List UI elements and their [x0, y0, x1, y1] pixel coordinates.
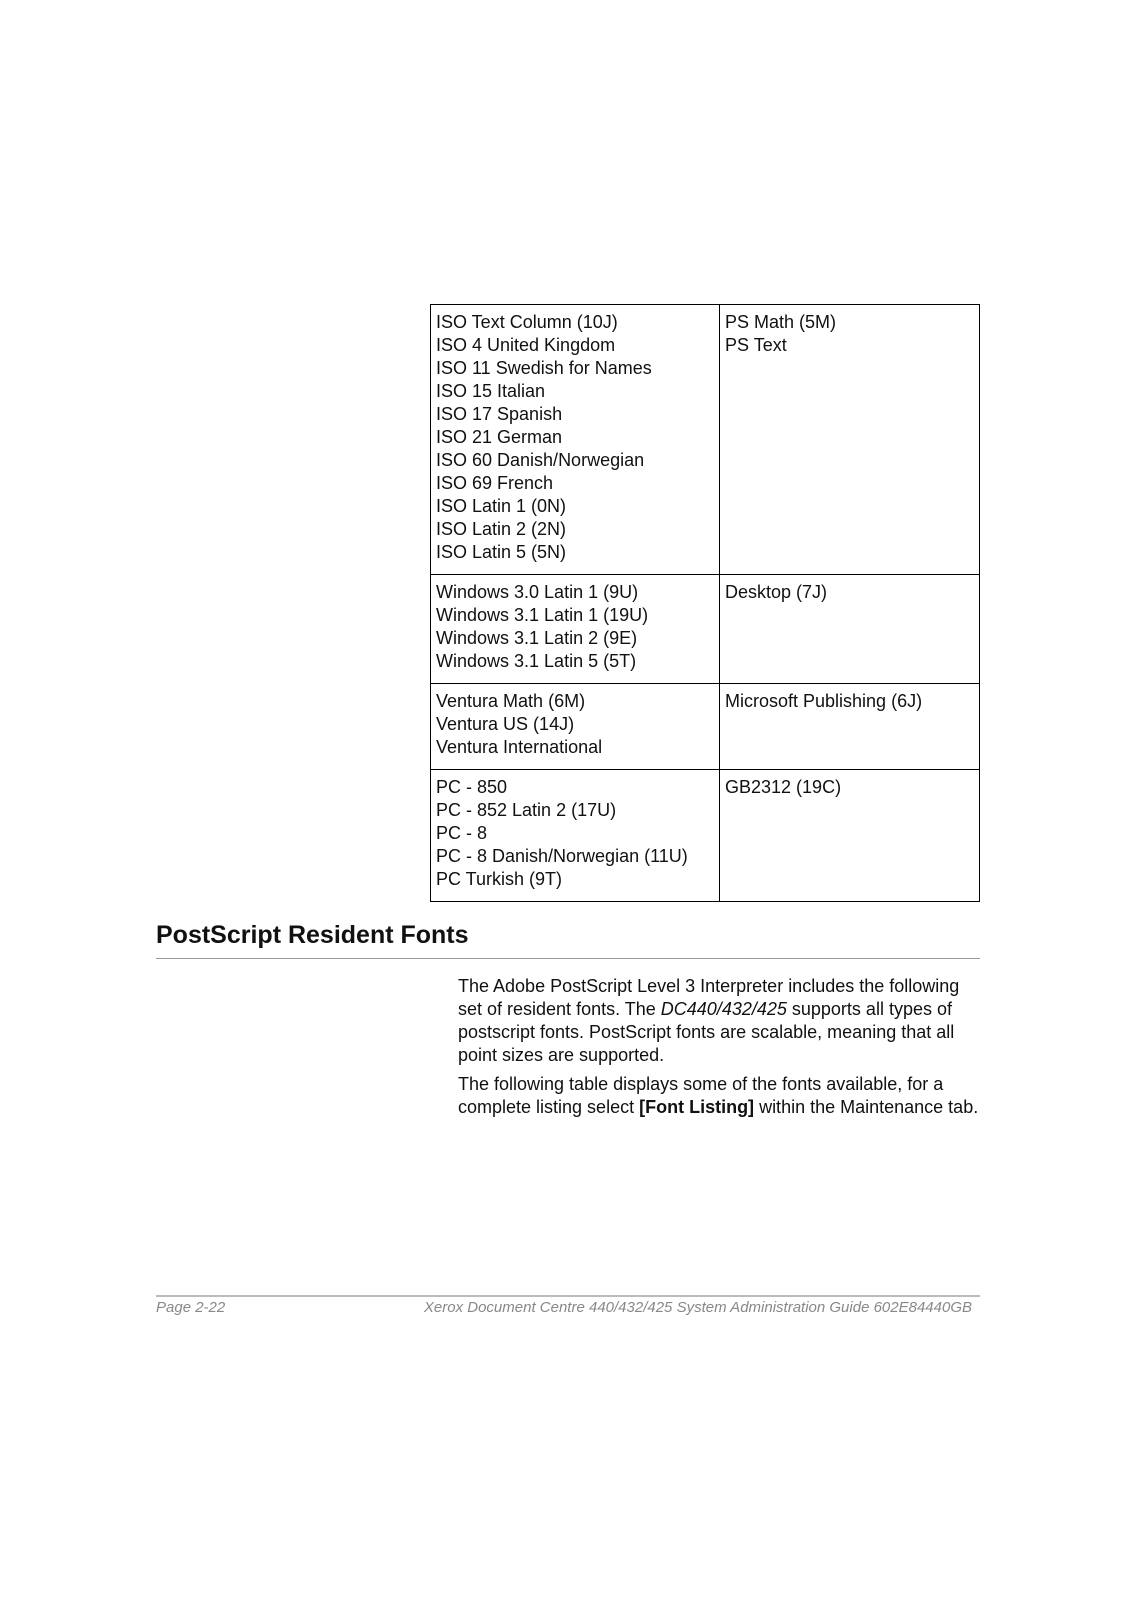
page-number: Page 2-22: [156, 1299, 226, 1316]
symbol-set-entry: GB2312 (19C): [725, 777, 842, 797]
table-cell-left: [431, 305, 720, 575]
symbol-set-entry: ISO 15 Italian: [436, 381, 546, 401]
table-row: [431, 575, 980, 684]
table-cell-right: [720, 575, 980, 684]
symbol-set-entry: ISO 17 Spanish: [436, 404, 563, 424]
symbol-set-entry: PC - 8: [436, 823, 488, 843]
intro-paragraph: [458, 975, 988, 1067]
table-row: [431, 684, 980, 770]
guide-title: Xerox Document Centre 440/432/425 System Administration Guide 602E84440GB: [423, 1299, 972, 1316]
symbol-set-entry: Ventura International: [436, 737, 603, 757]
heading-divider: [156, 958, 980, 959]
table-cell-left: [431, 575, 720, 684]
symbol-set-entry: Windows 3.1 Latin 2 (9E): [436, 628, 638, 648]
section-heading: PostScript Resident Fonts: [156, 921, 469, 949]
symbol-set-entry: ISO Text Column (10J): [436, 312, 618, 332]
symbol-set-entry: Desktop (7J): [725, 582, 828, 602]
model-number: DC440/432/425: [660, 999, 787, 1019]
symbol-set-entry: PC - 852 Latin 2 (17U): [436, 800, 617, 820]
footer-divider: [156, 1295, 980, 1297]
symbol-set-table-body: [431, 305, 980, 902]
table-cell-left: [431, 770, 720, 902]
symbol-set-entry: PC Turkish (9T): [436, 869, 563, 889]
symbol-set-entry: ISO Latin 5 (5N): [436, 542, 567, 562]
symbol-set-entry: ISO 60 Danish/Norwegian: [436, 450, 645, 470]
table-row: [431, 770, 980, 902]
symbol-set-entry: ISO 4 United Kingdom: [436, 335, 616, 355]
intro-text-end: supports all types of postscript fonts. PostScript fonts are scalable, meaning that all point sizes are supported.: [458, 999, 955, 1065]
symbol-set-entry: ISO 21 German: [436, 427, 563, 447]
table-cell-right: [720, 770, 980, 902]
font-listing-paragraph: [458, 1073, 988, 1119]
table-cell-left: [431, 684, 720, 770]
symbol-set-entry: Microsoft Publishing (6J): [725, 691, 923, 711]
symbol-set-entry: Ventura Math (6M): [436, 691, 586, 711]
listing-text-start: The following table displays some of the fonts available, for a complete listing select: [458, 1074, 944, 1117]
symbol-set-entry: Windows 3.0 Latin 1 (9U): [436, 582, 639, 602]
symbol-set-entry: PC - 8 Danish/Norwegian (11U): [436, 846, 688, 866]
table-cell-right: [720, 305, 980, 575]
symbol-set-entry: PS Text: [725, 335, 787, 355]
symbol-set-entry: ISO 69 French: [436, 473, 554, 493]
symbol-set-entry: Ventura US (14J): [436, 714, 575, 734]
intro-text-start: The Adobe PostScript Level 3 Interpreter includes the following set of resident fonts. The: [458, 976, 960, 1019]
table-cell-right: [720, 684, 980, 770]
symbol-set-entry: ISO Latin 2 (2N): [436, 519, 567, 539]
table-row: [431, 305, 980, 575]
symbol-set-table: [430, 304, 980, 902]
symbol-set-entry: Windows 3.1 Latin 5 (5T): [436, 651, 637, 671]
symbol-set-entry: ISO Latin 1 (0N): [436, 496, 567, 516]
symbol-set-entry: PC - 850: [436, 777, 508, 797]
symbol-set-entry: PS Math (5M): [725, 312, 837, 332]
font-listing-label: [Font Listing]: [639, 1097, 755, 1117]
symbol-set-entry: Windows 3.1 Latin 1 (19U): [436, 605, 649, 625]
listing-text-end: within the Maintenance tab.: [754, 1097, 979, 1117]
symbol-set-entry: ISO 11 Swedish for Names: [436, 358, 652, 378]
